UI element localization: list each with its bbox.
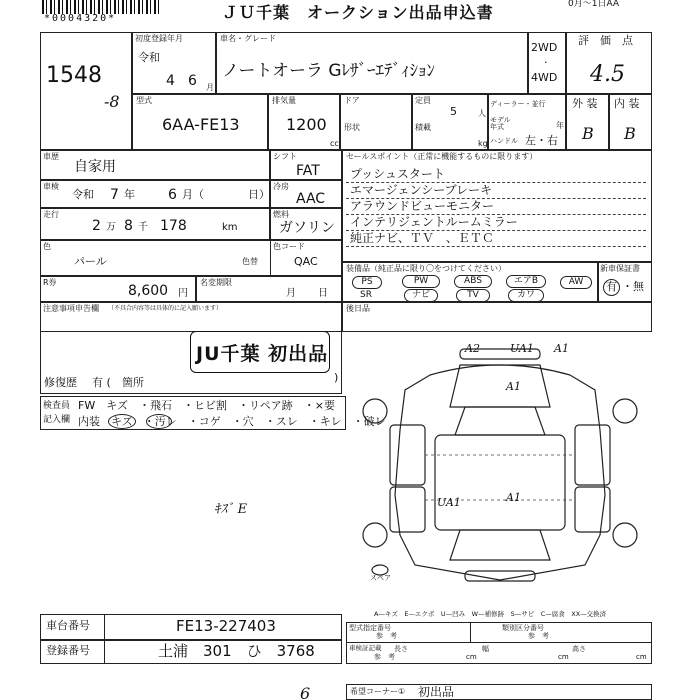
inspector-note: ｷｽﾞ E xyxy=(214,502,248,517)
damage-mark: A1 xyxy=(506,491,521,504)
inspection-month: 6 xyxy=(168,187,177,203)
damage-mark: A1 xyxy=(554,342,569,355)
car-diagram xyxy=(350,335,650,585)
lot-number: 1548 xyxy=(46,63,102,88)
model-code: 6AA-FE13 xyxy=(162,115,240,134)
history-value: 自家用 xyxy=(74,159,116,175)
inspector-row-1: FW キズ ・飛石 ・ヒビ割 ・リペア跡 ・×要 xyxy=(78,399,335,412)
drive-sep: · xyxy=(544,56,548,69)
corner-value: 初出品 xyxy=(418,685,455,699)
first-listing-stamp-text: JU千葉 初出品 xyxy=(196,343,329,365)
damage-legend: A—キズ E—エクボ U—凹み W—補修跡 S—サビ C—腐食 XX—交換済 xyxy=(374,610,607,618)
option-tv: TV xyxy=(456,289,490,302)
damage-mark: UA1 xyxy=(437,496,461,509)
color-value: パール xyxy=(74,255,107,268)
shift-value: FAT xyxy=(296,163,320,179)
damage-mark: A2 xyxy=(465,342,480,355)
first-reg-month: 6 xyxy=(188,73,197,89)
car-name: ノートオーラ Gﾚｻﾞｰｴﾃﾞｨｼｮﾝ xyxy=(222,61,436,81)
spare-label: スペア xyxy=(370,574,391,582)
recycle-box xyxy=(40,276,196,302)
option-aw: AW xyxy=(560,276,592,289)
barcode-number: *0004320* xyxy=(44,13,117,24)
rating-score: 4.5 xyxy=(590,62,625,87)
sales-point-item: プッシュスタート xyxy=(350,167,445,181)
aircon-value: AAC xyxy=(296,191,326,207)
fuel-value: ガソリン xyxy=(279,220,335,236)
warranty-yes: 有 xyxy=(606,280,617,293)
inspection-year: 7 xyxy=(110,187,119,203)
first-reg-era: 令和 xyxy=(138,51,160,64)
first-reg-year: 4 xyxy=(166,73,175,89)
sales-point-item: アラウンドビューモニター xyxy=(350,199,495,213)
color-code: QAC xyxy=(294,255,318,268)
sales-point-item: 純正ナビ、ＴＶ 、ＥＴＣ xyxy=(350,231,494,245)
damage-mark: A1 xyxy=(506,380,521,393)
lot-box xyxy=(40,32,132,150)
footer-mark: 6 xyxy=(300,684,311,700)
mileage-value: 178 xyxy=(160,218,187,234)
option-leather: カワ xyxy=(508,289,544,302)
option-airbag: エアB xyxy=(506,275,546,288)
option-navi: ナビ xyxy=(404,289,438,302)
stain-circle xyxy=(146,414,172,429)
date-stamp: 0月～1日AA xyxy=(568,0,620,9)
option-pw: PW xyxy=(402,275,440,288)
recycle-value: 8,600 xyxy=(128,283,169,299)
page-title: ＪＵ千葉 オークション出品申込書 xyxy=(222,3,494,22)
barcode xyxy=(42,0,162,14)
chassis-number: FE13-227403 xyxy=(176,617,276,635)
option-sr: SR xyxy=(360,290,372,300)
option-abs: ABS xyxy=(454,275,492,288)
scratch-circle xyxy=(108,414,136,429)
sales-point-item: エマージェンシーブレーキ xyxy=(350,183,493,197)
interior-grade: B xyxy=(624,124,636,143)
after-market-box xyxy=(342,302,652,332)
displacement-value: 1200 xyxy=(286,115,327,134)
capacity-value: 5 xyxy=(450,105,457,118)
inspector-row-2: 内装 キズ ・汚レ ・コゲ ・穴 ・スレ ・キレ ・破レ xyxy=(78,415,386,428)
lot-note: -8 xyxy=(104,92,120,111)
registration-number: 土浦 301 ひ 3768 xyxy=(158,642,315,660)
sales-point-item: インテリジェントルームミラー xyxy=(350,215,518,229)
exterior-grade: B xyxy=(582,124,594,143)
warranty-no: ・無 xyxy=(622,280,644,293)
damage-mark: UA1 xyxy=(510,342,534,355)
option-ps: PS xyxy=(352,276,382,289)
